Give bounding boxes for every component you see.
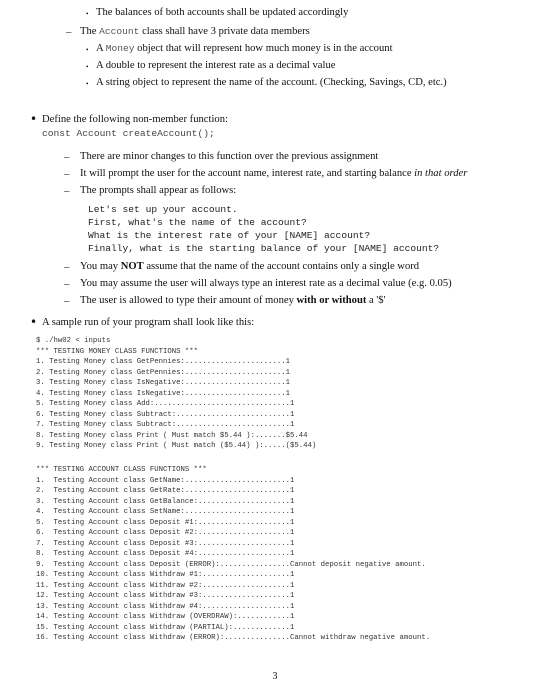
page-number: 3: [272, 671, 278, 682]
sub-bullet-marker: •: [86, 80, 89, 88]
output-line: $ ./hw02 < inputs: [36, 337, 111, 345]
output-line: 16. Testing Account class Withdraw (ERROR):...............Cannot withdraw negative amount.: [36, 634, 431, 642]
req-minor-changes: There are minor changes to this function over the previous assignment: [80, 151, 379, 162]
output-line: 14. Testing Account class Withdraw (OVERDRAW):............1: [36, 613, 295, 621]
money-test-output: [36, 336, 316, 452]
output-line: 4. Testing Money class IsNegative:.......................1: [36, 389, 290, 398]
sub-bullet-marker: •: [86, 63, 89, 71]
req-name-multiword: You may NOT assume that the name of the account contains only a single word: [80, 261, 420, 272]
createaccount-signature: const Account createAccount();: [42, 128, 215, 139]
output-line: 1. Testing Account class GetName:........................1: [36, 476, 295, 485]
output-line: 7. Testing Account class Deposit #3:.....................1: [36, 539, 295, 548]
output-line: 8. Testing Money class Print ( Must match $5.44 ):.......$5.44: [36, 431, 308, 440]
output-line: 6. Testing Account class Deposit #2:.....................1: [36, 529, 295, 537]
sample-run-heading: A sample run of your program shall look like this:: [42, 317, 255, 328]
output-line: 2. Testing Money class GetPennies:.......................1: [36, 368, 290, 377]
output-line: 15. Testing Account class Withdraw (PARTIAL):.............1: [36, 623, 295, 632]
dash-marker: –: [64, 278, 70, 290]
dash-marker: –: [66, 26, 72, 38]
output-line: 6. Testing Money class Subtract:..........................1: [36, 410, 295, 419]
member-money: A Money object that will represent how much money is in the account: [96, 43, 393, 54]
prompt-line: What is the interest rate of your [NAME] account?: [88, 230, 371, 241]
output-line: 11. Testing Account class Withdraw #2:....................1: [36, 581, 295, 590]
output-line: *** TESTING MONEY CLASS FUNCTIONS ***: [36, 347, 199, 356]
prompt-line: Finally, what is the starting balance of your [NAME] account?: [88, 243, 440, 254]
output-line: 13. Testing Account class Withdraw #4:....................1: [36, 602, 295, 611]
bullet-marker: •: [30, 112, 38, 126]
req-prompt-order: It will prompt the user for the account name, interest rate, and starting balance in that order: [80, 168, 468, 179]
output-line: 7. Testing Money class Subtract:..........................1: [36, 421, 295, 429]
output-line: 9. Testing Money class Print ( Must match ($5.44) ):.....($5.44): [36, 442, 317, 450]
output-line: 9. Testing Account class Deposit (ERROR):................Cannot deposit negative amount.: [36, 560, 426, 569]
output-line: 1. Testing Money class GetPennies:.......................1: [36, 358, 290, 366]
output-line: 5. Testing Account class Deposit #1:.....................1: [36, 518, 295, 527]
dash-marker: –: [64, 261, 70, 273]
account-class-line: The Account class shall have 3 private data members: [80, 26, 310, 37]
account-test-output: [36, 465, 430, 644]
output-line: 10. Testing Account class Withdraw #1:....................1: [36, 571, 295, 579]
sub-bullet-marker: •: [86, 46, 89, 54]
dash-marker: –: [64, 151, 70, 163]
sub-bullet-marker: •: [86, 10, 89, 18]
prompt-code-block: [88, 203, 439, 255]
req-dollar-sign: The user is allowed to type their amount of money with or without a '$': [80, 295, 386, 306]
output-line: 8. Testing Account class Deposit #4:.....................1: [36, 550, 295, 558]
output-line: 4. Testing Account class SetName:........................1: [36, 508, 295, 516]
dash-marker: –: [64, 295, 70, 307]
prompt-line: Let's set up your account.: [88, 204, 238, 215]
account-class-name: Account: [99, 26, 140, 37]
balances-updated-text: The balances of both accounts shall be updated accordingly: [96, 7, 349, 18]
output-line: 3. Testing Account class GetBalance:.....................1: [36, 497, 295, 506]
prompt-line: First, what's the name of the account?: [88, 217, 307, 228]
member-double: A double to represent the interest rate as a decimal value: [96, 60, 336, 71]
output-line: *** TESTING ACCOUNT CLASS FUNCTIONS ***: [36, 466, 207, 474]
member-string: A string object to represent the name of the account. (Checking, Savings, CD, etc.): [96, 77, 447, 88]
req-decimal-rate: You may assume the user will always type an interest rate as a decimal value (e.g. 0.05): [80, 278, 452, 289]
output-line: 3. Testing Money class IsNegative:.......................1: [36, 379, 290, 387]
req-prompts-appear: The prompts shall appear as follows:: [80, 185, 237, 196]
output-line: 2. Testing Account class GetRate:........................1: [36, 487, 295, 495]
bullet-marker: •: [30, 315, 38, 329]
dash-marker: –: [64, 168, 70, 180]
output-line: 5. Testing Money class Add:...............................1: [36, 400, 295, 408]
output-line: 12. Testing Account class Withdraw #3:....................1: [36, 592, 295, 600]
dash-marker: –: [64, 185, 70, 197]
nonmember-heading: Define the following non-member function:: [42, 114, 228, 125]
